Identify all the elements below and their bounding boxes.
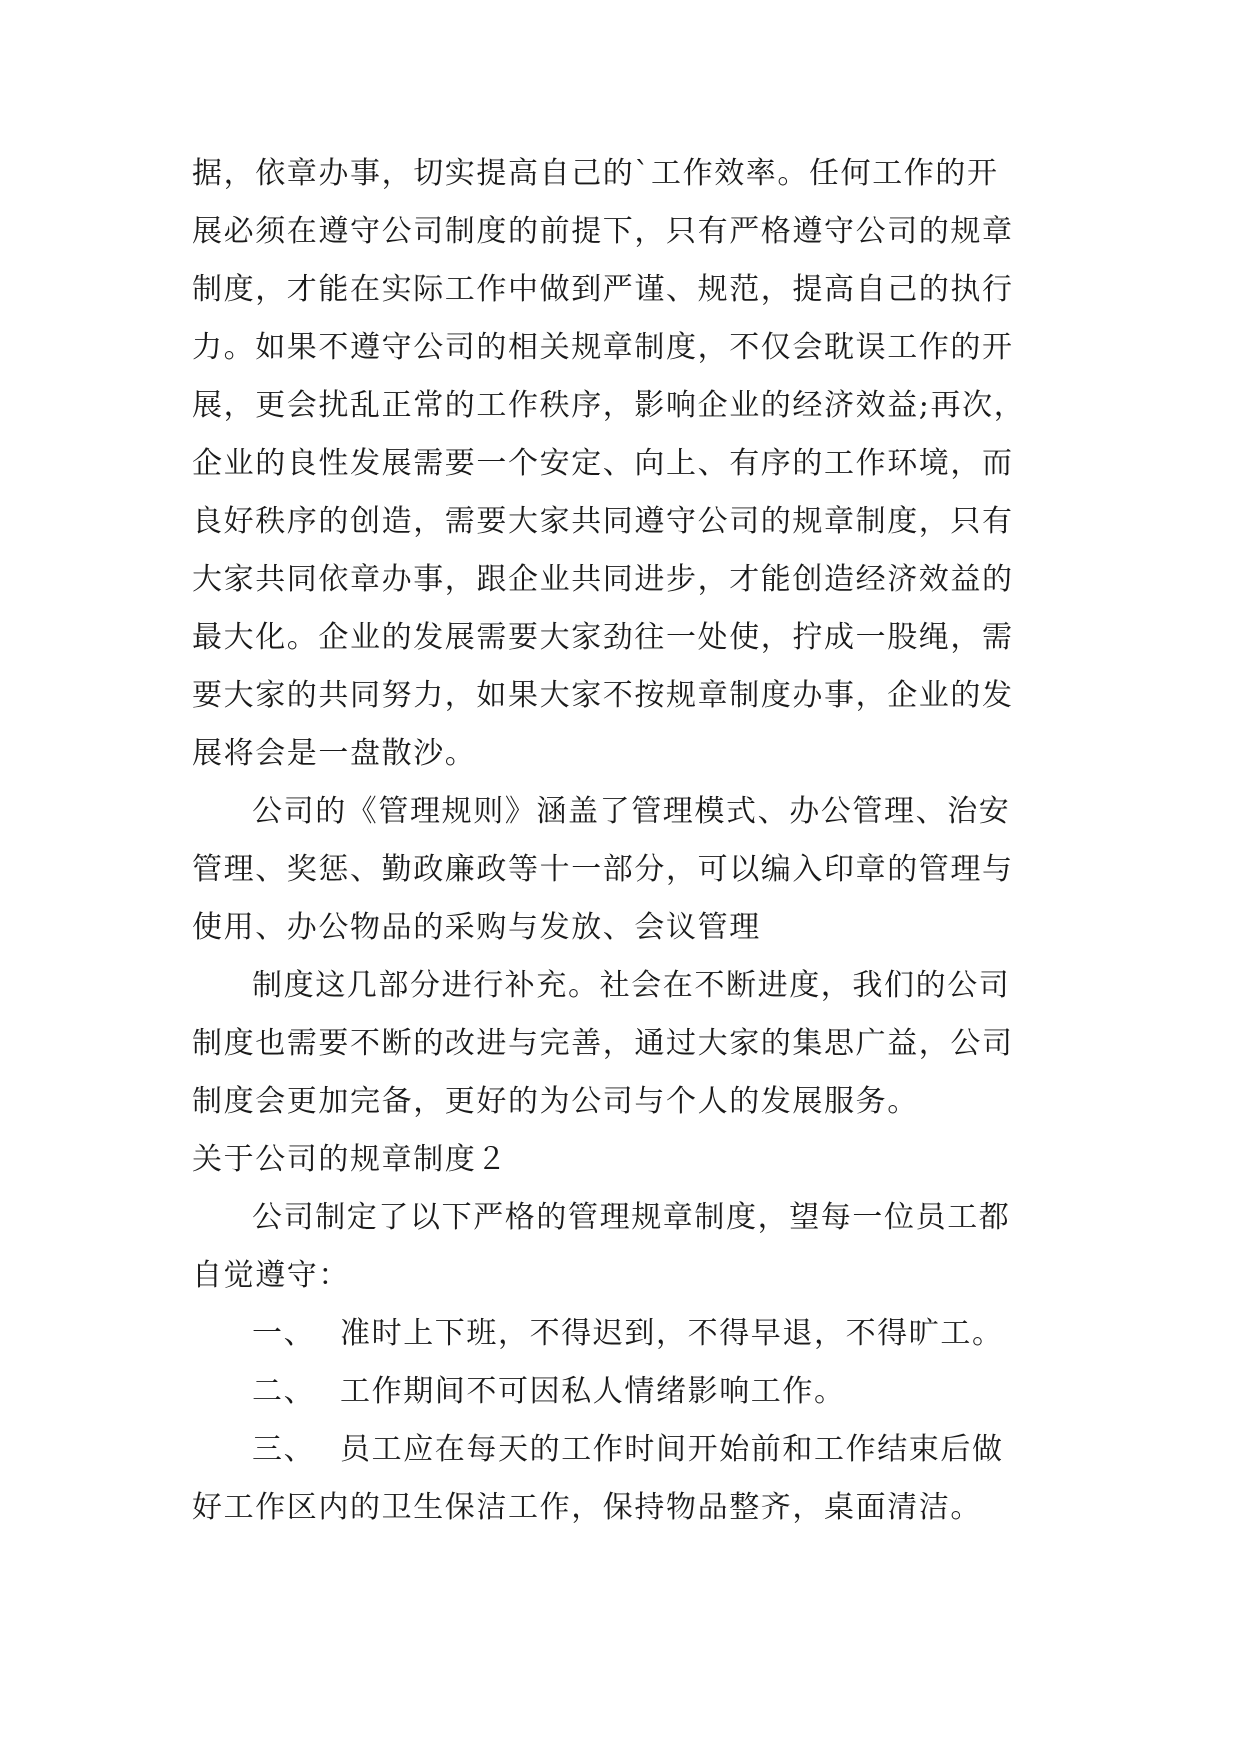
paragraph-line: 好工作区内的卫生保洁工作，保持物品整齐，桌面清洁。 bbox=[192, 1490, 982, 1525]
paragraph-line: 据，依章办事，切实提高自己的`工作效率。任何工作的开 bbox=[192, 156, 999, 191]
rule-text: 员工应在每天的工作时间开始前和工作结束后做 bbox=[340, 1432, 1004, 1467]
paragraph-line: 公司的《管理规则》涵盖了管理模式、办公管理、治安 bbox=[252, 794, 1011, 829]
rule-number: 三、 bbox=[252, 1432, 316, 1467]
rule-text: 准时上下班，不得迟到，不得早退，不得旷工。 bbox=[340, 1316, 1004, 1351]
paragraph-line: 使用、办公物品的采购与发放、会议管理 bbox=[192, 910, 761, 945]
paragraph-line: 自觉遵守： bbox=[192, 1258, 350, 1293]
paragraph-line: 管理、奖惩、勤政廉政等十一部分，可以编入印章的管理与 bbox=[192, 852, 1014, 887]
paragraph-line: 力。如果不遵守公司的相关规章制度，不仅会耽误工作的开 bbox=[192, 330, 1014, 365]
rule-text: 工作期间不可因私人情绪影响工作。 bbox=[340, 1374, 846, 1409]
paragraph-line: 展将会是一盘散沙。 bbox=[192, 736, 477, 771]
paragraph-line: 制度，才能在实际工作中做到严谨、规范，提高自己的执行 bbox=[192, 272, 1014, 307]
rule-number: 一、 bbox=[252, 1316, 316, 1351]
paragraph-line: 展必须在遵守公司制度的前提下，只有严格遵守公司的规章 bbox=[192, 214, 1014, 249]
section-title: 关于公司的规章制度２ bbox=[192, 1142, 508, 1177]
paragraph-line: 企业的良性发展需要一个安定、向上、有序的工作环境，而 bbox=[192, 446, 1014, 481]
paragraph-line: 展，更会扰乱正常的工作秩序，影响企业的经济效益;再次， bbox=[192, 388, 1026, 423]
paragraph-line: 要大家的共同努力，如果大家不按规章制度办事，企业的发 bbox=[192, 678, 1014, 713]
paragraph-line: 公司制定了以下严格的管理规章制度，望每一位员工都 bbox=[252, 1200, 1011, 1235]
paragraph-line: 制度这几部分进行补充。社会在不断进度，我们的公司 bbox=[252, 968, 1011, 1003]
paragraph-line: 制度会更加完备，更好的为公司与个人的发展服务。 bbox=[192, 1084, 919, 1119]
paragraph-line: 制度也需要不断的改进与完善，通过大家的集思广益，公司 bbox=[192, 1026, 1014, 1061]
paragraph-line: 良好秩序的创造，需要大家共同遵守公司的规章制度，只有 bbox=[192, 504, 1014, 539]
rule-number: 二、 bbox=[252, 1374, 316, 1409]
paragraph-line: 大家共同依章办事，跟企业共同进步，才能创造经济效益的 bbox=[192, 562, 1014, 597]
paragraph-line: 最大化。企业的发展需要大家劲往一处使，拧成一股绳，需 bbox=[192, 620, 1014, 655]
